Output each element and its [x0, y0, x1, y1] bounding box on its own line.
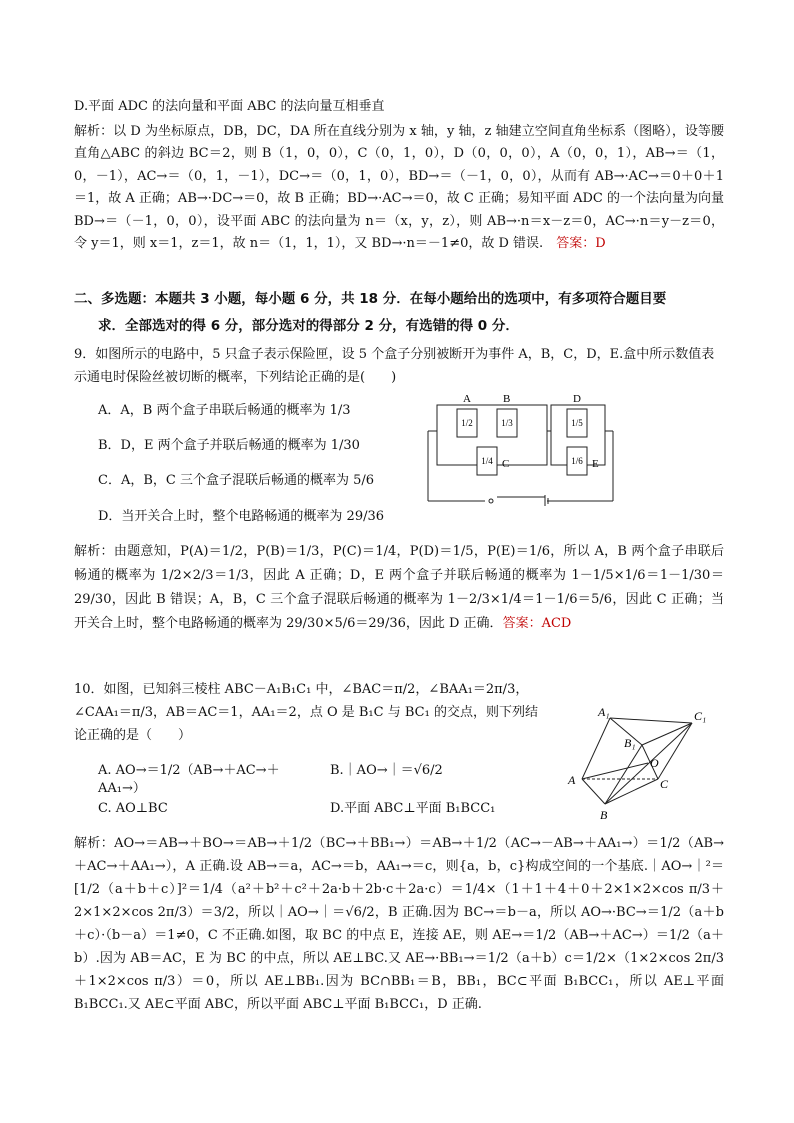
label-b: B	[503, 393, 511, 405]
label-d: D	[573, 393, 581, 405]
q9-option-d: D．当开关合上时，整个电路畅通的概率为 29/36	[98, 509, 385, 524]
q8-analysis-text: 解析：以 D 为坐标原点，DB，DC，DA 所在直线分别为 x 轴，y 轴，z 轴建立空间直角坐标系（图略），设等腰直角△ABC 的斜边 BC＝2，则 B（1，0，0），C（0，1，0），D（0，0，0），A（0，0，1），AB→＝（1，0，－1），AC→＝（0，1，－1），DC→＝（0，1，0），BD→＝（－1，0，0），从而有 AB→·AC→＝0＋0＋1＝1，故 A 正确；AB→·DC→＝0，故 B 正确；BD→·AC→＝0，故 C 正确；易知平面 ADC 的一个法向量为向量 BD→＝（－1，0，0），设平面 ABC 的法向量为 n＝（x，y，z），则 AB→·n＝x－z＝0，AC→·n＝y－z＝0，令 y＝1，则 x＝1，z＝1，故 n＝（1，1，1），又 BD→·n＝－1≠0，故 D 错误.	[74, 124, 724, 252]
q10-option-c: C. AO⊥BC	[98, 801, 168, 816]
edge-cc1	[658, 723, 692, 779]
q8-analysis	[74, 121, 724, 255]
value-d: 1/5	[571, 418, 583, 428]
q9-answer: 答案：ACD	[502, 616, 572, 631]
q9-stem: 9．如图所示的电路中，5 只盒子表示保险匣，设 5 个盒子分别被断开为事件 A，B，C，D，E.盒中所示数值表示通电时保险丝被切断的概率，下列结论正确的是( )	[74, 347, 715, 385]
q8-answer: 答案：D	[556, 236, 606, 252]
q8-option-d: D.平面 ADC 的法向量和平面 ABC 的法向量互相垂直	[74, 99, 385, 114]
switch-contact	[489, 499, 493, 503]
edge-ab	[582, 779, 605, 804]
edge-aa1	[582, 718, 610, 779]
edge-b1c1	[642, 723, 692, 745]
circuit-diagram	[425, 391, 625, 506]
label-b: B	[600, 808, 608, 821]
value-b: 1/3	[501, 418, 513, 428]
label-a: A	[463, 393, 471, 405]
q9-option-c: C．A，B，C 三个盒子混联后畅通的概率为 5/6	[98, 473, 375, 488]
label-a1: A₁	[598, 705, 610, 719]
label-b1: B₁	[624, 736, 636, 750]
edge-a1c1	[610, 718, 692, 723]
q10-option-b: B.｜AO→｜＝√6/2	[330, 763, 443, 778]
section-title-cont: 求．全部选对的得 6 分，部分选对的得部分 2 分，有选错的得 0 分．	[98, 318, 519, 334]
label-e: E	[592, 458, 599, 470]
q10-analysis: 解析：AO→＝AB→＋BO→＝AB→＋1/2（BC→＋BB₁→）＝AB→＋1/2（AC→－AB→＋AA₁→）＝1/2（AB→＋AC→＋AA₁→），A 正确.设 AB→＝a，AC→＝b，AA₁→＝c，则{a，b，c}构成空间的一个基底.｜AO→｜²＝[1/2（a＋b＋c）]²＝1/4（a²＋b²＋c²＋2a·b＋2b·c＋2a·c）＝1/4×（1＋1＋4＋0＋2×1×2×cos π/3＋2×1×2×cos 2π/3）＝3/2，所以｜AO→｜＝√6/2，B 正确.因为 BC→＝b－a，所以 AO→·BC→＝1/2（a＋b＋c）·（b－a）＝1≠0，C 不正确.如图，取 BC 的中点 E，连接 AE，则 AE→＝1/2（AB→＋AC→）＝1/2（a＋b）.因为 AB＝AC，E 为 BC 的中点，所以 AE⊥BC.又 AE→·BB₁→＝1/2（a＋b）c＝1/2×（1×2×cos 2π/3＋1×2×cos π/3）＝0，所以 AE⊥BB₁.因为 BC∩BB₁＝B，BB₁，BC⊂平面 B₁BCC₁，所以 AE⊥平面 B₁BCC₁.又 AE⊂平面 ABC，所以平面 ABC⊥平面 B₁BCC₁，D 正确.	[74, 836, 724, 1012]
label-c: C	[660, 777, 669, 791]
diag-bc1	[605, 723, 692, 804]
label-c1: C₁	[694, 709, 707, 723]
prism-diagram	[560, 703, 730, 821]
label-o: O	[650, 756, 659, 770]
value-a: 1/2	[461, 418, 473, 428]
q10-option-d: D.平面 ABC⊥平面 B₁BCC₁	[330, 801, 496, 816]
q9-option-b: B．D，E 两个盒子并联后畅通的概率为 1/30	[98, 438, 360, 453]
q9-analysis-text: 解析：由题意知，P(A)＝1/2，P(B)＝1/3，P(C)＝1/4，P(D)＝1/5，P(E)＝1/6，所以 A，B 两个盒子串联后畅通的概率为 1/2×2/3＝1/3，因此 A 正确；D，E 两个盒子并联后畅通的概率为 1－1/5×1/6＝1－1/30＝29/30，因此 B 错误；A，B，C 三个盒子混联后畅通的概率为 1－2/3×1/4＝1－1/6＝5/6，因此 C 正确；当开关合上时，整个电路畅通的概率为 29/30×5/6＝29/36，因此 D 正确．	[74, 544, 724, 631]
value-e: 1/6	[571, 456, 583, 466]
segment-ao	[582, 763, 648, 779]
value-c: 1/4	[481, 456, 493, 466]
q9-analysis	[74, 540, 724, 636]
q9-option-a: A．A，B 两个盒子串联后畅通的概率为 1/3	[98, 403, 351, 418]
q10-stem: 10．如图，已知斜三棱柱 ABC－A₁B₁C₁ 中，∠BAC＝π/2，∠BAA₁＝2π/3，∠CAA₁＝π/3，AB＝AC＝1，AA₁＝2，点 O 是 B₁C 与 BC₁ 的交点，则下列结论正确的是（ ）	[74, 682, 538, 743]
label-a: A	[568, 773, 576, 787]
section-title: 二、多选题：本题共 3 小题，每小题 6 分，共 18 分．在每小题给出的选项中，有多项符合题目要	[74, 291, 667, 307]
q10-option-a: A. AO→＝1/2（AB→＋AC→＋AA₁→）	[98, 763, 280, 796]
label-c: C	[502, 458, 510, 470]
